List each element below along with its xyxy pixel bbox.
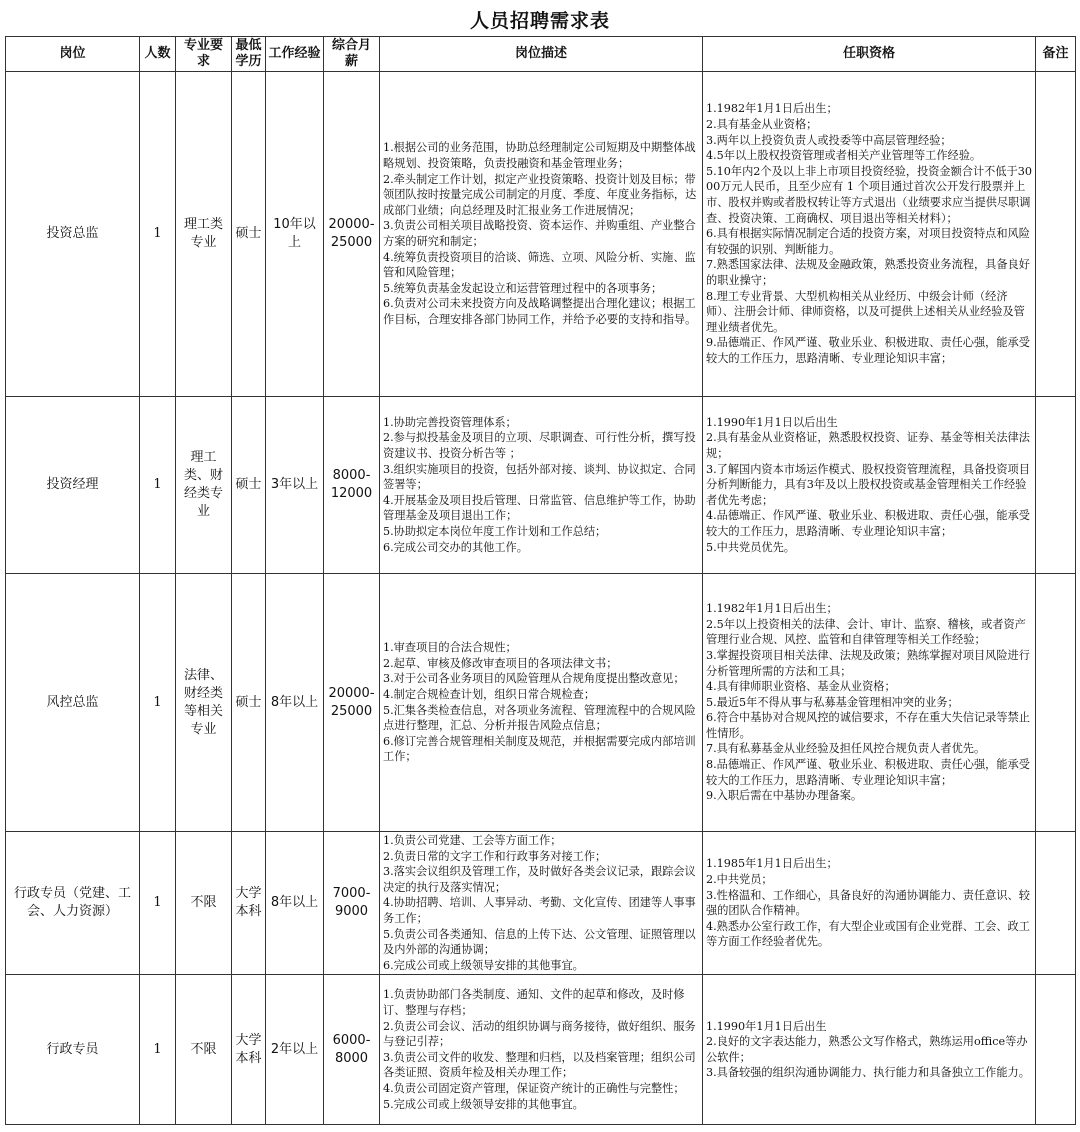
description-item: 6.负责对公司未来投资方向及战略调整提出合理化建议；根据工作目标，合理安排各部门协同工作，并给予必要的支持和指导。 — [383, 297, 697, 326]
description-item: 4.开展基金及项目投后管理、日常监管、信息维护等工作，协助管理基金及项目退出工作； — [383, 493, 696, 523]
description-item: 2.起草、审核及修改审查项目的各项法律文书； — [383, 656, 618, 670]
description-item: 5.协助拟定本岗位年度工作计划和工作总结； — [383, 524, 607, 538]
description-item: 5.汇集各类检查信息，对各项业务流程、管理流程中的合规风险点进行整理，汇总、分析并报告风险点信息； — [383, 703, 696, 733]
description-item: 4.负责公司固定资产管理，保证资产统计的正确性与完整性； — [383, 1082, 685, 1096]
qualifications-item: 6.符合中基协对合规风控的诚信要求，不存在重大失信记录等禁止性情形。 — [706, 711, 1030, 740]
cell-description — [380, 72, 703, 397]
qualifications-item: 2.具有基金从业资格； — [706, 118, 818, 132]
qualifications-item: 1.1982年1月1日后出生； — [706, 102, 838, 116]
table-row — [6, 72, 1076, 397]
qualifications-item: 6.具有根据实际情况制定合适的投资方案，对项目投资特点和风险有较强的识别、判断能力。 — [706, 227, 1030, 256]
cell-major: 不限 — [176, 832, 232, 975]
cell-qualifications — [703, 832, 1036, 975]
description-item: 3.负责公司相关项目战略投资、资本运作、并购重组、产业整合方案的研究和制定； — [383, 219, 696, 248]
cell-count: 1 — [140, 975, 176, 1125]
qualifications-item: 5.最近5年不得从事与私募基金管理相冲突的业务； — [706, 695, 959, 709]
cell-description — [380, 574, 703, 832]
description-item: 1.负责公司党建、工会等方面工作； — [383, 834, 562, 847]
qualifications-item: 8.品德端正、作风严谨、敬业乐业、积极进取、责任心强，能承受较大的工作压力，思路清晰、专业理论知识丰富； — [706, 758, 1030, 787]
cell-major: 理工类专业 — [176, 72, 232, 397]
qualifications-item: 2.5年以上投资相关的法律、会计、审计、监察、稽核，或者资产管理行业合规、风控、监管和自律管理等相关工作经验； — [706, 617, 1026, 647]
description-item: 1.根据公司的业务范围，协助总经理制定公司短期及中期整体战略规划、投资策略，负责投融资和基金管理业务； — [383, 141, 696, 171]
cell-remarks — [1036, 832, 1076, 975]
cell-count: 1 — [140, 397, 176, 574]
qualifications-item: 9.品德端正、作风严谨、敬业乐业、积极进取、责任心强，能承受较大的工作压力，思路清晰、专业理论知识丰富； — [706, 336, 1030, 365]
cell-count: 1 — [140, 574, 176, 832]
cell-salary: 20000-25000 — [324, 72, 380, 397]
header-salary: 综合月薪 — [324, 37, 380, 72]
qualifications-item: 7.具有私募基金从业经验及担任风控合规负责人者优先。 — [706, 742, 986, 756]
cell-experience: 2年以上 — [266, 975, 324, 1125]
cell-education: 大学本科 — [232, 975, 266, 1125]
qualifications-item: 5.中共党员优先。 — [706, 540, 795, 554]
qualifications-item: 1.1990年1月1日以后出生 — [706, 415, 838, 429]
cell-qualifications — [703, 397, 1036, 574]
cell-education: 大学本科 — [232, 832, 266, 975]
header-major: 专业要求 — [176, 37, 232, 72]
table-row — [6, 397, 1076, 574]
description-item: 1.审查项目的合法合规性； — [383, 641, 517, 655]
description-item: 2.负责公司会议、活动的组织协调与商务接待，做好组织、服务与登记引荐； — [383, 1019, 696, 1049]
description-item: 4.统筹负责投资项目的洽谈、筛选、立项、风险分析、实施、监管和风险管理； — [383, 250, 696, 280]
table-row — [6, 975, 1076, 1125]
qualifications-item: 3.两年以上投资负责人或投委等中高层管理经验； — [706, 133, 952, 147]
qualifications-item: 3.具备较强的组织沟通协调能力、执行能力和具备独立工作能力。 — [706, 1066, 1030, 1080]
cell-remarks — [1036, 574, 1076, 832]
qualifications-item: 2.具有基金从业资格证，熟悉股权投资、证券、基金等相关法律法规； — [706, 431, 1030, 461]
cell-description — [380, 832, 703, 975]
cell-experience: 8年以上 — [266, 574, 324, 832]
cell-remarks — [1036, 72, 1076, 397]
cell-salary: 8000-12000 — [324, 397, 380, 574]
qualifications-item: 7.熟悉国家法律、法规及金融政策，熟悉投资业务流程，具备良好的职业操守； — [706, 258, 1030, 287]
description-item: 2.参与拟投基金及项目的立项、尽职调查、可行性分析，撰写投资建议书、投资分析告等 ； — [383, 431, 696, 461]
cell-remarks — [1036, 397, 1076, 574]
qualifications-item: 8.理工专业背景、大型机构相关从业经历、中级会计师（经济师）、注册会计师、律师资格，以及可提供上述相关从业经验及管理业绩者优先。 — [706, 289, 1025, 334]
description-item: 1.负责协助部门各类制度、通知、文件的起草和修改，及时修订、整理与存档； — [383, 988, 685, 1018]
description-item: 6.修订完善合规管理相关制度及规范，并根据需要完成内部培训工作； — [383, 734, 696, 764]
description-item: 5.完成公司或上级领导安排的其他事宜。 — [383, 1097, 584, 1111]
description-item: 3.落实会议组织及管理工作，及时做好各类会议记录，跟踪会议决定的执行及落实情况； — [383, 865, 696, 894]
cell-education: 硕士 — [232, 397, 266, 574]
cell-experience: 10年以上 — [266, 72, 324, 397]
description-item: 3.负责公司文件的收发、整理和归档，以及档案管理；组织公司各类证照、资质年检及相关办理工作； — [383, 1050, 696, 1080]
cell-remarks — [1036, 975, 1076, 1125]
header-description: 岗位描述 — [380, 37, 703, 72]
sheet-title: 人员招聘需求表 — [469, 10, 610, 32]
header-remarks: 备注 — [1036, 37, 1076, 72]
cell-qualifications — [703, 975, 1036, 1125]
cell-education: 硕士 — [232, 574, 266, 832]
cell-education: 硕士 — [232, 72, 266, 397]
qualifications-item: 2.中共党员； — [706, 872, 773, 886]
qualifications-item: 5.10年内2个及以上非上市项目投资经验，投资金额合计不低于3000万元人民币，且至少应有 1 个项目通过首次公开发行股票并上市、股权并购或者股权转让等方式退出（业绩要求应当提供尽职调查、投资决策、工商确权、项目退出等相关材料）； — [706, 164, 1032, 225]
qualifications-item: 4.5年以上股权投资管理或者相关产业管理等工作经验。 — [706, 149, 982, 163]
header-experience: 工作经验 — [266, 37, 324, 72]
cell-salary: 20000-25000 — [324, 574, 380, 832]
header-qualifications: 任职资格 — [703, 37, 1036, 72]
cell-count: 1 — [140, 72, 176, 397]
cell-experience: 3年以上 — [266, 397, 324, 574]
qualifications-item: 3.性格温和、工作细心，具备良好的沟通协调能力、责任意识、较强的团队合作精神。 — [706, 888, 1030, 918]
qualifications-item: 4.熟悉办公室行政工作，有大型企业或国有企业党群、工会、政工等方面工作经验者优先。 — [706, 919, 1030, 949]
header-row — [6, 37, 1076, 72]
description-item: 4.协助招聘、培训、人事异动、考勤、文化宣传、团建等人事事务工作； — [383, 896, 696, 925]
description-item: 5.负责公司各类通知、信息的上传下达、公文管理、证照管理以及内外部的沟通协调； — [383, 927, 696, 957]
cell-position: 风控总监 — [6, 574, 140, 832]
cell-experience: 8年以上 — [266, 832, 324, 975]
cell-description — [380, 975, 703, 1125]
description-item: 4.制定合规检查计划，组织日常合规检查； — [383, 687, 596, 701]
cell-qualifications — [703, 72, 1036, 397]
cell-count: 1 — [140, 832, 176, 975]
cell-position: 投资总监 — [6, 72, 140, 397]
cell-position: 行政专员（党建、工会、人力资源） — [6, 832, 140, 975]
recruitment-sheet — [5, 6, 1075, 1125]
description-item: 3.组织实施项目的投资，包括外部对接、谈判、协议拟定、合同签署等； — [383, 462, 696, 492]
cell-major: 理工类、财经类专业 — [176, 397, 232, 574]
cell-description — [380, 397, 703, 574]
qualifications-item: 9.入职后需在中基协办理备案。 — [706, 789, 863, 803]
qualifications-item: 1.1990年1月1日后出生 — [706, 1019, 827, 1033]
cell-salary: 7000-9000 — [324, 832, 380, 975]
cell-qualifications — [703, 574, 1036, 832]
header-education: 最低学历 — [232, 37, 266, 72]
qualifications-item: 2.良好的文字表达能力，熟悉公文写作格式，熟练运用office等办公软件； — [706, 1035, 1028, 1064]
cell-position: 行政专员 — [6, 975, 140, 1125]
description-item: 1.协助完善投资管理体系； — [383, 415, 517, 429]
description-item: 6.完成公司或上级领导安排的其他事宜。 — [383, 958, 584, 972]
qualifications-item: 4.具有律师职业资格、基金从业资格； — [706, 680, 896, 694]
qualifications-item: 1.1982年1月1日后出生； — [706, 602, 838, 616]
cell-salary: 6000-8000 — [324, 975, 380, 1125]
description-item: 3.对于公司各业务项目的风险管理从合规角度提出整改意见； — [383, 672, 685, 686]
description-item: 5.统筹负责基金发起设立和运营管理过程中的各项事务； — [383, 281, 663, 295]
qualifications-item: 4.品德端正、作风严谨、敬业乐业、积极进取、责任心强，能承受较大的工作压力，思路清晰、专业理论知识丰富； — [706, 509, 1030, 538]
description-item: 2.负责日常的文字工作和行政事务对接工作； — [383, 849, 607, 863]
cell-major: 不限 — [176, 975, 232, 1125]
description-item: 2.牵头制定工作计划，拟定产业投资策略、投资计划及目标；带领团队按时按量完成公司制定的月度、季度、年度业务指标，达成部门业绩；向总经理及时汇报业务工作进展情况； — [383, 172, 697, 217]
recruitment-table — [5, 36, 1076, 1125]
header-count: 人数 — [140, 37, 176, 72]
qualifications-item: 3.掌握投资项目相关法律、法规及政策；熟练掌握对项目风险进行分析管理所需的方法和工具； — [706, 648, 1030, 678]
cell-major: 法律、财经类等相关专业 — [176, 574, 232, 832]
cell-position: 投资经理 — [6, 397, 140, 574]
table-row — [6, 832, 1076, 975]
qualifications-item: 1.1985年1月1日后出生； — [706, 857, 838, 871]
header-position: 岗位 — [6, 37, 140, 72]
qualifications-item: 3.了解国内资本市场运作模式、股权投资管理流程，具备投资项目分析判断能力，具有3年及以上股权投资或基金管理相关工作经验者优先考虑； — [706, 462, 1030, 507]
description-item: 6.完成公司交办的其他工作。 — [383, 540, 528, 554]
table-row — [6, 574, 1076, 832]
